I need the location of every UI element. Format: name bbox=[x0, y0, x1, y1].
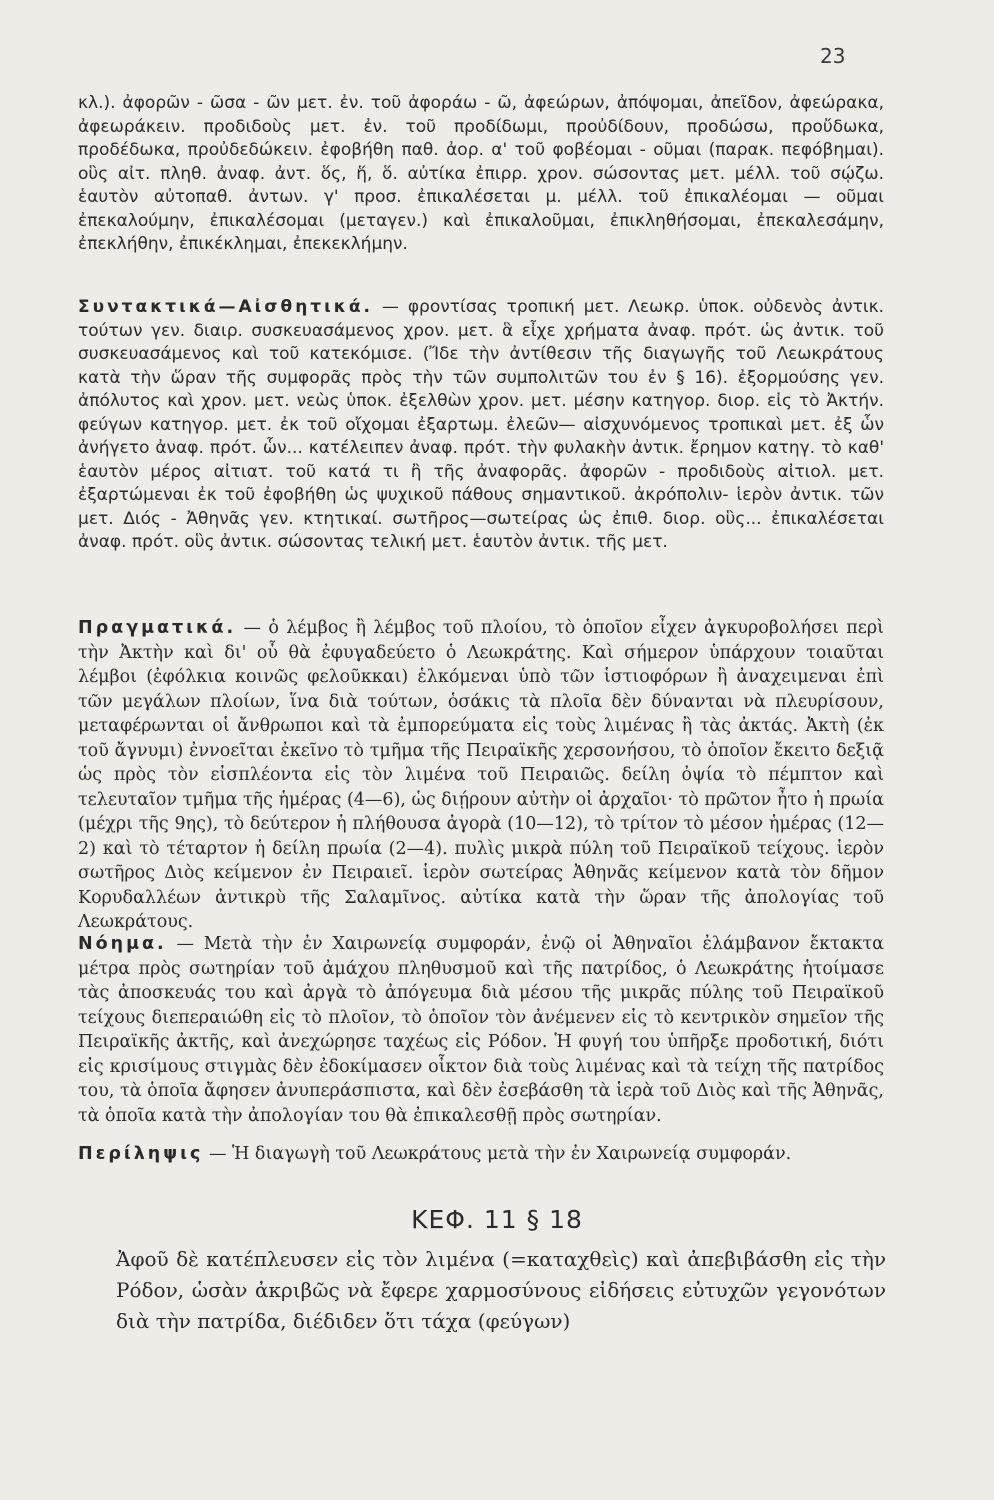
pragmatika-heading: Πραγματικά. bbox=[78, 618, 237, 638]
perilipsis-text: — Ἡ διαγωγὴ τοῦ Λεωκράτους μετὰ τὴν ἐν Χαιρωνείᾳ συμφοράν. bbox=[208, 1144, 792, 1164]
page-number: 23 bbox=[820, 44, 846, 68]
chapter-text: Ἀφοῦ δὲ κατέπλευσεν εἰς τὸν λιμένα (=καταχθεὶς) καὶ ἀπεβιβάσθη εἰς τὴν Ρόδον, ὡσὰν ἀκριβῶς νὰ ἔφερε χαρμοσύνους εἰδήσεις εὐτυχῶν γεγονότων διὰ τὴν πατρίδα, διέδιδεν ὅτι τάχα (φεύγων) bbox=[116, 1247, 886, 1333]
syntax-section bbox=[78, 296, 884, 555]
noima-paragraph bbox=[78, 932, 884, 1128]
vocabulary-section bbox=[78, 92, 884, 257]
pragmatika-paragraph bbox=[78, 616, 884, 935]
chapter-section bbox=[78, 1244, 886, 1337]
perilipsis-section bbox=[78, 1142, 884, 1167]
noima-section bbox=[78, 932, 884, 1128]
vocabulary-text: κλ.). ἀφορῶν - ῶσα - ῶν μετ. ἐν. τοῦ ἀφοράω - ῶ, ἀφεώρων, ἀπόψομαι, ἀπεῖδον, ἀφεώρακα, ἀφεωράκειν. προδιδοὺς μετ. ἐν. τοῦ προδίδωμι, προὐδίδουν, προδώσω, προὔδωκα, προδέδωκα, προὐδεδώκειν. ἐφοβήθη παθ. ἀορ. α' τοῦ φοβέομαι - οῦμαι (παρακ. πεφόβημαι). οὓς αἰτ. πληθ. ἀναφ. ἀντ. ὅς, ἥ, ὅ. αὐτίκα ἐπιρρ. χρον. σώσοντας μετ. μέλλ. τοῦ σῴζω. ἑαυτὸν αὐτοπαθ. ἀντων. γ' προσ. ἐπικαλέσεται μ. μέλλ. τοῦ ἐπικαλέομαι — οῦμαι ἐπεκαλούμην, ἐπικαλέσομαι (μεταγεν.) καὶ ἐπικαλοῦμαι, ἐπικληθήσομαι, ἐπεκαλεσάμην, ἐπεκλήθην, ἐπικέκλημαι, ἐπεκεκλήμην. bbox=[78, 93, 884, 254]
pragmatika-text: — ὁ λέμβος ἢ λέμβος τοῦ πλοίου, τὸ ὁποῖον εἶχεν ἀγκυροβολήσει περὶ τὴν Ἀκτὴν καὶ δι' οὗ θὰ ἐφυγαδεύετο ὁ Λεωκράτης. Καὶ σήμερον ὑπάρχουν τοιαῦται λέμβοι (ἐφόλκια κοινῶς φελοῦκκαι) ἑλκόμεναι ὑπὸ τῶν ἱστιοφόρων ἢ ἀναχειμεναι ἐπὶ τῶν μεγάλων πλοίων, ἵνα διὰ τούτων, ὁσάκις τὰ πλοῖα δὲν δύνανται νὰ πλευρίσουν, μεταφέρωνται οἱ ἄνθρωποι καὶ τὰ ἐμπορεύματα εἰς τοὺς λιμένας ἢ τὰς ἀκτάς. Ἀκτὴ (ἐκ τοῦ ἄγνυμι) ἐννοεῖται ἐκεῖνο τὸ τμῆμα τῆς Πειραϊκῆς χερσονήσου, τὸ ὁποῖον ἔκειτο δεξιᾷ ὡς πρὸς τὸν εἰσπλέοντα εἰς τὸν λιμένα τοῦ Πειραιῶς. δείλη ὀψία τὸ πέμπτον καὶ τελευταῖον τμῆμα τῆς ἡμέρας (4—6), ὡς διῄρουν αὐτὴν οἱ ἀρχαῖοι· τὸ πρῶτον ἦτο ἡ πρωία (μέχρι τῆς 9ης), τὸ δεύτερον ἡ πλήθουσα ἀγορὰ (10—12), τὸ τρίτον τὸ μέσον ἡμέρας (12—2) καὶ τὸ τέταρτον ἡ δείλη πρωία (2—4). πυλὶς μικρὰ πύλη τοῦ Πειραϊκοῦ τείχους. ἱερὸν σωτῆρος Διὸς κείμενον ἐν Πειραιεῖ. ἱερὸν σωτείρας Ἀθηνᾶς κείμενον κατὰ τὸν δῆμον Κορυδαλλέων ἀντικρὺ τῆς Σαλαμῖνος. αὐτίκα κατὰ τὴν ὥραν τῆς ἀπολογίας τοῦ Λεωκράτους. bbox=[78, 618, 884, 932]
chapter-title: ΚΕΦ. 11 § 18 bbox=[411, 1205, 583, 1234]
noima-heading: Νόημα. bbox=[78, 934, 167, 954]
syntax-paragraph bbox=[78, 296, 884, 555]
syntax-text: — φροντίσας τροπική μετ. Λεωκρ. ὑποκ. οὐδενὸς ἀντικ. τούτων γεν. διαιρ. συσκευασάμενος χρον. μετ. ἃ εἶχε χρήματα ἀναφ. πρότ. ὡς ἀντικ. τοῦ συσκευασάμενος καὶ τοῦ κατεκόμισε. (Ἴδε τὴν ἀντίθεσιν τῆς διαγωγῆς τοῦ Λεωκράτους κατὰ τὴν ὥραν τῆς συμφορᾶς πρὸς τὴν τῶν συμπολιτῶν του ἐν § 16). ἐξορμούσης γεν. ἀπόλυτος καὶ χρον. μετ. νεὼς ὑποκ. ἐξελθὼν χρον. μετ. μέσην κατηγορ. διορ. εἰς τὸ Ἀκτήν. φεύγων κατηγορ. μετ. ἐκ τοῦ οἴχομαι ἐξαρτωμ. ἐλεῶν— αἰσχυνόμενος τροπικαὶ μετ. ἐξ ὧν ἀνήγετο ἀναφ. πρότ. ὧν... κατέλειπεν ἀναφ. πρότ. τὴν φυλακὴν ἀντικ. ἔρημον κατηγ. τὸ καθ' ἑαυτὸν μέρος αἰτιατ. τοῦ κατά τι ἢ τῆς ἀναφορᾶς. ἀφορῶν - προδιδοὺς αἰτιολ. μετ. ἐξαρτώμεναι ἐκ τοῦ ἐφοβήθη ὡς ψυχικοῦ πάθους σημαντικοῦ. ἀκρόπολιν- ἱερὸν ἀντικ. τῶν μετ. Διός - Ἀθηνᾶς γεν. κτητικαί. σωτῆρος—σωτείρας ὡς ἐπιθ. διορ. οὓς... ἐπικαλέσεται ἀναφ. πρότ. οὓς ἀντικ. σώσοντας τελική μετ. ἑαυτὸν ἀντικ. τῆς μετ. bbox=[78, 297, 884, 552]
pragmatika-section bbox=[78, 616, 884, 935]
perilipsis-paragraph bbox=[78, 1142, 884, 1167]
perilipsis-heading: Περίληψις bbox=[78, 1144, 204, 1164]
syntax-heading: Συντακτικά—Αἰσθητικά. bbox=[78, 297, 373, 317]
noima-text: — Μετὰ τὴν ἐν Χαιρωνείᾳ συμφοράν, ἐνῷ οἱ Ἀθηναῖοι ἐλάμβανον ἔκτακτα μέτρα πρὸς σωτηρίαν τοῦ ἀμάχου πληθυσμοῦ καὶ τῆς πατρίδος, ὁ Λεωκράτης ἡτοίμασε τὰς ἀποσκευάς του καὶ ἀργὰ τὸ ἀπόγευμα διὰ μέσου τῆς μικρᾶς πύλης τοῦ Πειραϊκοῦ τείχους διεπεραιώθη εἰς τὸ πλοῖον, τὸ ὁποῖον τὸν ἀνέμενεν εἰς τὸ κεντρικὸν σημεῖον τῆς Πειραϊκῆς ἀκτῆς, καὶ ἀνεχώρησε ταχέως εἰς Ρόδον. Ἡ φυγή του ὑπῆρξε προδοτική, διότι εἰς κρισίμους στιγμὰς δὲν ἐδοκίμασεν οἶκτον διὰ τοὺς λιμένας καὶ τὰ τείχη τῆς πατρίδος του, τὰ ὁποῖα ἄφησεν ἀνυπεράσπιστα, καὶ δὲν ἐσεβάσθη τὰ ἱερὰ τοῦ Διὸς καὶ τῆς Ἀθηνᾶς, τὰ ὁποῖα κατὰ τὴν ἀπολογίαν του θὰ ἐπικαλεσθῇ πρὸς σωτηρίαν. bbox=[78, 934, 884, 1126]
